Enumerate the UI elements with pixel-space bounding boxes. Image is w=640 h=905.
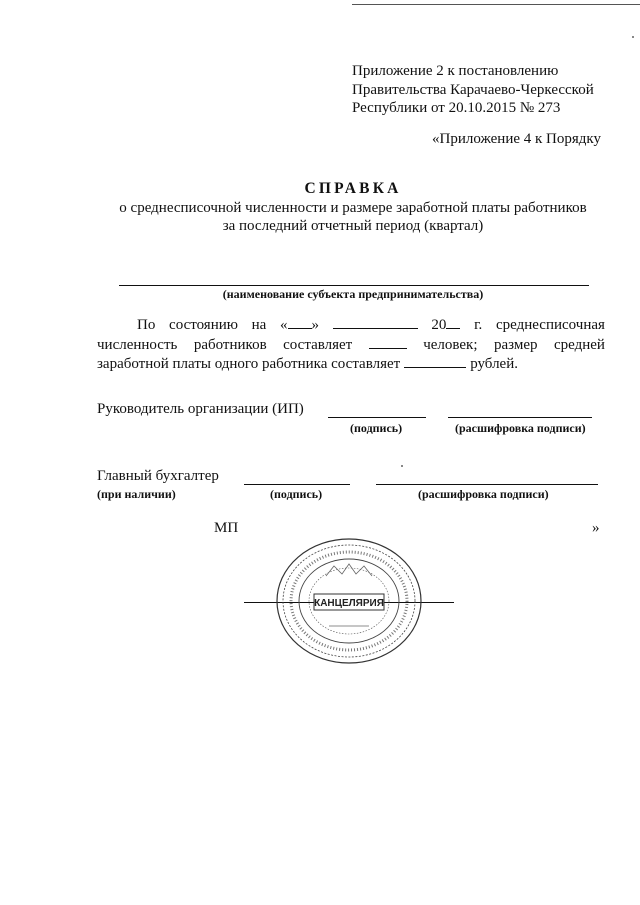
word: По — [137, 317, 156, 333]
head-sign-line — [328, 417, 426, 418]
scan-speck — [632, 36, 634, 38]
word: среднесписочная — [495, 317, 605, 333]
org-name-line — [119, 285, 589, 286]
accountant-note: (при наличии) — [97, 487, 176, 501]
appendix-line-2: Правительства Карачаево-Черкесской — [352, 81, 594, 98]
seal-label: МП — [214, 520, 239, 536]
word: человек; — [423, 336, 478, 353]
word: работников — [193, 336, 267, 353]
subtitle-line-2: за последний отчетный период (квартал) — [222, 218, 484, 234]
word: размер — [493, 336, 538, 353]
word: средней — [553, 336, 605, 353]
word: на — [251, 317, 267, 333]
year-field: 20 — [431, 315, 460, 335]
word: численность — [97, 336, 178, 353]
official-stamp — [274, 536, 424, 666]
document-subtitle — [0, 199, 640, 235]
accountant-name-caption: (расшифровка подписи) — [418, 487, 549, 501]
word: г. — [474, 317, 483, 333]
salary-blank — [404, 354, 466, 368]
head-name-line — [448, 417, 592, 418]
paragraph-line-1 — [97, 315, 605, 335]
paragraph-line-3 — [97, 354, 605, 374]
word: составляет — [283, 336, 353, 353]
stamp-center-text: КАНЦЕЛЯРИЯ — [314, 598, 384, 609]
head-label: Руководитель организации (ИП) — [97, 401, 304, 417]
order-reference: «Приложение 4 к Порядку — [432, 131, 601, 147]
subtitle-line-1: о среднесписочной численности и размере заработной платы работников — [119, 200, 587, 216]
closing-quote: » — [592, 520, 600, 536]
date-day-field: « » — [280, 317, 320, 333]
document-title: СПРАВКА — [304, 180, 402, 197]
body-paragraph — [97, 315, 605, 374]
word: состоянию — [169, 317, 238, 333]
headcount-blank — [369, 335, 407, 349]
head-name-caption: (расшифровка подписи) — [455, 421, 586, 435]
org-name-caption: (наименование субъекта предпринимательства) — [222, 287, 484, 301]
appendix-line-1: Приложение 2 к постановлению — [352, 63, 559, 79]
paragraph-line-2 — [97, 335, 605, 355]
top-rule — [352, 4, 640, 5]
stamp-graphic — [274, 536, 424, 666]
accountant-sign-line — [244, 484, 350, 485]
scan-speck — [401, 465, 403, 467]
accountant-label: Главный бухгалтер — [97, 468, 219, 484]
line3-end: рублей. — [470, 356, 518, 372]
head-sign-caption: (подпись) — [350, 421, 403, 435]
accountant-name-line — [376, 484, 598, 485]
appendix-block — [352, 62, 594, 118]
appendix-line-3: Республики от 20.10.2015 № 273 — [352, 100, 561, 116]
date-month-blank — [333, 315, 418, 329]
accountant-sign-caption: (подпись) — [270, 487, 323, 501]
line3-start: заработной платы одного работника составляет — [97, 356, 401, 372]
